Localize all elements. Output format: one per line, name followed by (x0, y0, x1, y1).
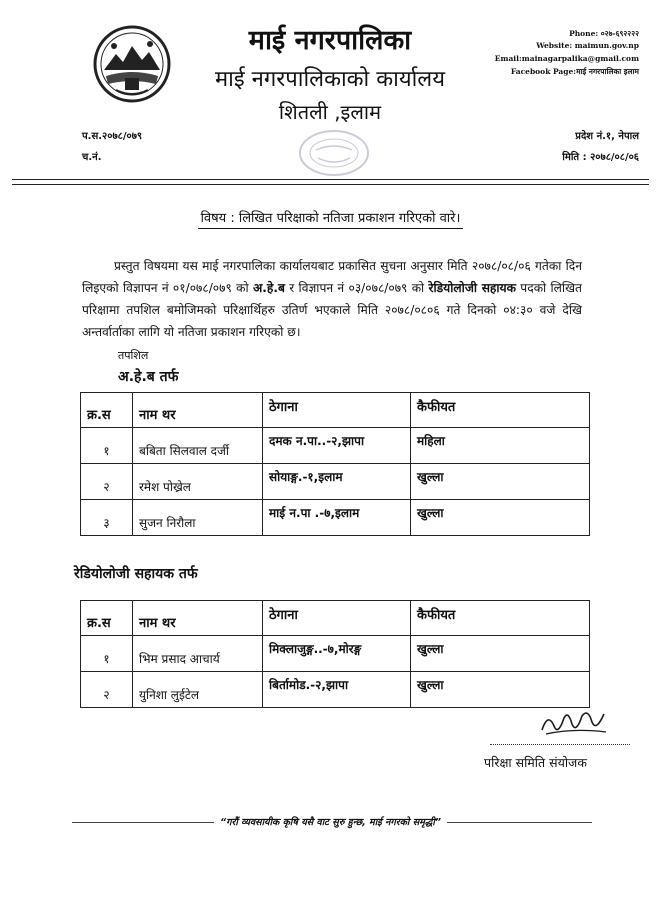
contact-website: Website: maimun.gov.np (536, 41, 639, 50)
body-text-part3: पदको लिखित परिक्षामा तपशिल बमोजिमको परिक्षार्थिहरु उतिर्ण भएकाले मिति २०७८/०८०६ गते दिनको ०४:३० वजे देखि अन्तर्वार्ताका लागि यो नतिजा प्रकाशन गरिएको छ। (82, 281, 583, 339)
table-row (81, 464, 590, 500)
header-divider-bottom (12, 184, 649, 185)
province-label: प्रदेश नं.१, नेपाल (575, 131, 639, 142)
cell-remark: खुल्ला (411, 672, 590, 708)
office-seal-stamp (296, 128, 372, 178)
col-header-address: ठेगाना (263, 393, 411, 428)
table-row (81, 500, 590, 536)
subject-line (0, 208, 661, 226)
cell-name: सुजन निरौला (133, 500, 263, 536)
table-row (81, 636, 590, 672)
cell-remark: खुल्ला (411, 500, 590, 536)
table-header-row (81, 601, 590, 636)
footer-slogan-text: “गरौं व्यवसायीक कृषि यसै वाट सुरु हुन्छ, माई नगरको समृद्धी” (214, 817, 447, 828)
col-header-sn: क्र.स (81, 601, 133, 636)
office-subtitle: माई नगरपालिकाको कार्यालय (215, 67, 445, 92)
cell-sn: १ (81, 636, 133, 672)
handwritten-signature (538, 706, 610, 740)
cell-remark: खुल्ला (411, 464, 590, 500)
office-name: माई नगरपालिका (248, 25, 412, 56)
cell-name: युनिशा लुईटेल (133, 672, 263, 708)
cell-sn: ३ (81, 500, 133, 536)
cell-remark: महिला (411, 428, 590, 464)
contact-facebook: Facebook Page:माई नगरपालिका इलाम (510, 67, 639, 76)
signature-line (490, 744, 630, 745)
body-paragraph (82, 255, 582, 343)
dispatch-number: च.नं. (82, 152, 102, 163)
col-header-remark: कैफीयत (411, 393, 590, 428)
cell-remark: खुल्ला (411, 636, 590, 672)
table-header-row (81, 393, 590, 428)
cell-address: माई न.पा .-७,इलाम (263, 500, 411, 536)
cell-name: भिम प्रसाद आचार्य (133, 636, 263, 672)
results-table-group1 (80, 392, 590, 536)
col-header-name: नाम थर (133, 393, 263, 428)
cell-sn: २ (81, 672, 133, 708)
results-table-group2 (80, 600, 590, 708)
col-header-name: नाम थर (133, 601, 263, 636)
cell-address: मिक्लाजुङ्ग..-७,मोरङ्ग (263, 636, 411, 672)
cell-name: रमेश पोख्रेल (133, 464, 263, 500)
municipality-emblem-icon (92, 24, 172, 104)
tapashil-label: तपशिल (118, 349, 149, 362)
post-name-1: अ.हे.ब (252, 281, 285, 295)
post-name-2: रेडियोलोजी सहायक (428, 281, 516, 295)
letter-date: मिति : २०७८/०८/०६ (562, 152, 639, 163)
subject-text: विषय : लिखित परिक्षाको नतिजा प्रकाशन गरिएको वारे। (198, 211, 464, 229)
cell-sn: २ (81, 464, 133, 500)
col-header-address: ठेगाना (263, 601, 411, 636)
body-text-part2: र विज्ञापन नं ०३/०७८/०७९ को (284, 281, 429, 295)
office-location: शितली ,इलाम (278, 100, 382, 124)
cell-address: बिर्तामोड.-२,झापा (263, 672, 411, 708)
group1-label: अ.हे.ब तर्फ (118, 369, 179, 385)
cell-address: सोयाङ्ग.-१,इलाम (263, 464, 411, 500)
table-row (81, 672, 590, 708)
header-divider-top (12, 179, 649, 180)
group2-label: रेडियोलोजी सहायक तर्फ (74, 566, 198, 582)
col-header-remark: कैफीयत (411, 601, 590, 636)
col-header-sn: क्र.स (81, 393, 133, 428)
reference-number: प.स.२०७८/०७९ (82, 131, 143, 142)
cell-address: दमक न.पा..-२,झापा (263, 428, 411, 464)
table-row (81, 428, 590, 464)
body-text-part1: प्रस्तुत विषयमा यस माई नगरपालिका कार्यालयबाट प्रकासित सुचना अनुसार मिति २०७८/०८/०६ गतेका दिन लिइएको विज्ञापन नं ०१/०७८/०७९ को (82, 259, 582, 295)
contact-phone: Phone: ०२७-६९२२२२ (569, 29, 639, 38)
contact-email: Email:mainagarpalika@gmail.com (494, 54, 639, 63)
cell-sn: १ (81, 428, 133, 464)
footer-slogan (0, 815, 661, 828)
cell-name: बबिता सिलवाल दर्जी (133, 428, 263, 464)
signatory-title: परिक्षा समिति संयोजक (484, 755, 587, 770)
